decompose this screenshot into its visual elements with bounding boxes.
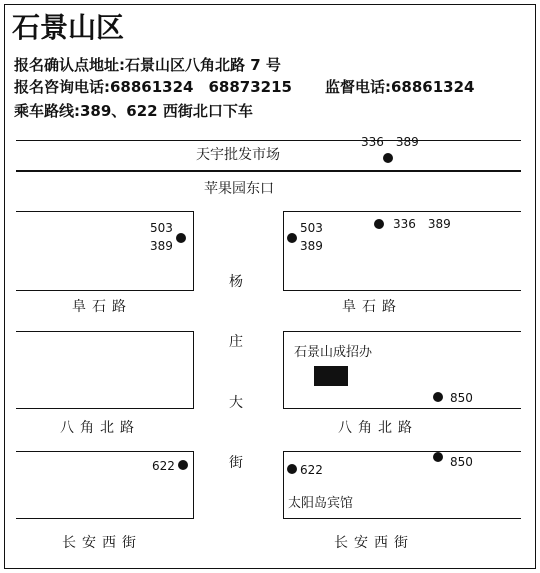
bus-stop-icon-lr-top [433, 452, 443, 462]
bus-stop-icon-ur-left [287, 233, 297, 243]
street-char-4: 街 [229, 455, 243, 471]
bus-label-lr-top: 850 [450, 455, 473, 469]
market-bus-label: 336 389 [361, 135, 419, 149]
road-edge-top [16, 140, 521, 141]
road-fushi-right: 阜石路 [342, 299, 402, 315]
bus-stop-icon-market [383, 153, 393, 163]
office-location-marker [314, 366, 348, 386]
hotel-label: 太阳岛宾馆 [288, 496, 354, 511]
market-label: 天宇批发市场 [196, 147, 280, 163]
apple-east-label: 苹果园东口 [204, 181, 274, 197]
bus-label-ul-2: 389 [150, 239, 173, 253]
bus-label-ur-1: 503 [300, 221, 323, 235]
address-text: 报名确认点地址:石景山区八角北路 7 号 [14, 56, 281, 74]
bus-route-text: 乘车路线:389、622 西街北口下车 [14, 102, 253, 120]
phone-text: 报名咨询电话:68861324 68873215 [14, 78, 292, 96]
bus-label-ll: 622 [152, 459, 175, 473]
road-edge-market [16, 170, 521, 172]
district-title: 石景山区 [12, 11, 125, 44]
street-char-1: 杨 [229, 274, 243, 290]
bus-stop-icon-ll [178, 460, 188, 470]
street-char-3: 大 [229, 395, 243, 411]
road-fushi-left: 阜石路 [72, 299, 132, 315]
bus-stop-icon-mid-right [433, 392, 443, 402]
street-char-2: 庄 [229, 334, 243, 350]
road-changan-right: 长安西街 [334, 535, 414, 551]
road-changan-left: 长安西街 [62, 535, 142, 551]
bus-stop-icon-ur-top [374, 219, 384, 229]
supervision-phone-text: 监督电话:68861324 [325, 78, 475, 96]
bus-label-ur-top: 336 389 [393, 217, 451, 231]
bus-label-ur-2: 389 [300, 239, 323, 253]
bus-label-ul-1: 503 [150, 221, 173, 235]
office-label: 石景山成招办 [294, 345, 373, 360]
bus-stop-icon-lr-left [287, 464, 297, 474]
road-bajiao-left: 八角北路 [60, 420, 140, 436]
block-middle-left [16, 331, 194, 409]
bus-label-mid-right: 850 [450, 391, 473, 405]
bus-stop-icon-ul [176, 233, 186, 243]
road-bajiao-right: 八角北路 [338, 420, 418, 436]
bus-label-lr-left: 622 [300, 463, 323, 477]
